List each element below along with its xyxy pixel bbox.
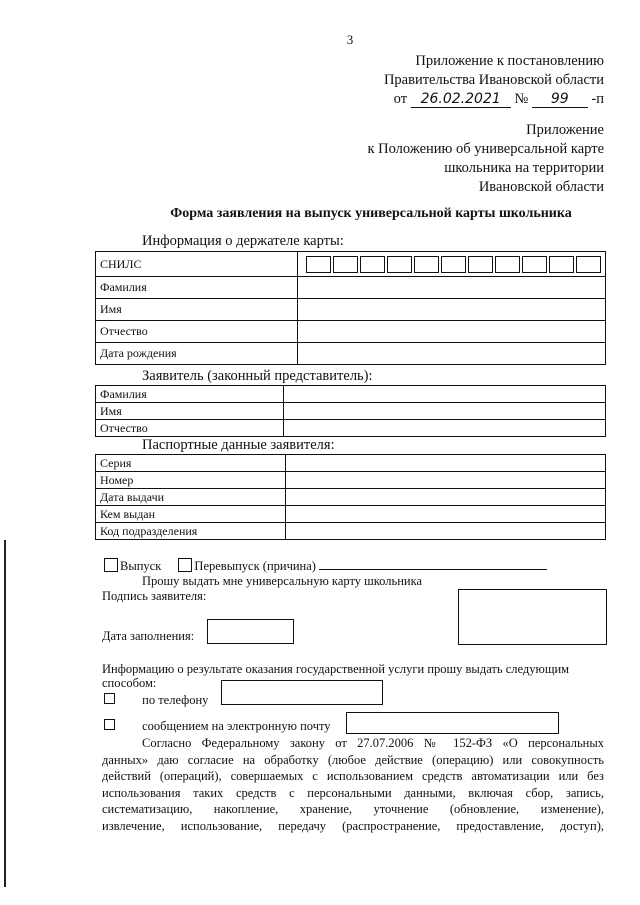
- passport-number-input[interactable]: [286, 472, 606, 489]
- number-suffix: -п: [591, 91, 604, 107]
- holder-label-birthdate: Дата рождения: [96, 343, 298, 365]
- holder-section-heading: Информация о держателе карты:: [142, 233, 344, 249]
- resolution-date-line: [384, 90, 604, 109]
- applicant-surname-input[interactable]: [284, 386, 606, 403]
- passport-table: [95, 454, 606, 540]
- passport-row-series: [96, 455, 606, 472]
- passport-division-code-input[interactable]: [286, 523, 606, 540]
- holder-table: [95, 251, 606, 365]
- issue-option-row: [104, 558, 547, 574]
- signature-box[interactable]: [458, 589, 607, 645]
- email-input[interactable]: [346, 712, 559, 734]
- snils-input[interactable]: [298, 252, 606, 277]
- holder-row-birthdate: [96, 343, 606, 365]
- phone-option: [104, 693, 208, 708]
- appendix-line2: к Положению об универсальной карте: [367, 141, 604, 157]
- appendix-header: [367, 121, 604, 197]
- email-option: [104, 719, 331, 734]
- number-prefix: №: [514, 91, 529, 107]
- passport-issued-by-input[interactable]: [286, 506, 606, 523]
- appendix-line4: Ивановской области: [478, 179, 604, 195]
- holder-name-input[interactable]: [298, 299, 606, 321]
- consent-line: систематизацию, накопление, хранение, уточнение (обновление, изменение),: [102, 802, 604, 816]
- passport-label-division-code: Код подразделения: [96, 523, 286, 540]
- signature-label: Подпись заявителя:: [102, 589, 207, 603]
- holder-patronymic-input[interactable]: [298, 321, 606, 343]
- appendix-line1: Приложение: [526, 122, 604, 138]
- appendix-line3: школьника на территории: [444, 160, 604, 176]
- email-checkbox[interactable]: [104, 719, 115, 730]
- result-info-line2: способом:: [102, 676, 157, 690]
- snils-digit-boxes[interactable]: [306, 256, 605, 273]
- applicant-row-name: [96, 403, 606, 420]
- consent-line: извлечение, использование, передачу (распространение, предоставление, доступ),: [102, 818, 604, 833]
- reissue-reason-field[interactable]: [319, 559, 547, 570]
- applicant-label-patronymic: Отчество: [96, 420, 284, 437]
- passport-row-number: [96, 472, 606, 489]
- passport-section-heading: Паспортные данные заявителя:: [142, 437, 335, 453]
- holder-surname-input[interactable]: [298, 277, 606, 299]
- holder-label-surname: Фамилия: [96, 277, 298, 299]
- applicant-patronymic-input[interactable]: [284, 420, 606, 437]
- page-number: 3: [346, 32, 354, 47]
- reissue-checkbox[interactable]: [178, 558, 192, 572]
- passport-row-issued-by: [96, 506, 606, 523]
- applicant-section-heading: Заявитель (законный представитель):: [142, 368, 373, 384]
- email-label: сообщением на электронную почту: [142, 719, 331, 733]
- passport-label-number: Номер: [96, 472, 286, 489]
- request-text: Прошу выдать мне универсальную карту школьника: [142, 574, 423, 588]
- holder-label-name: Имя: [96, 299, 298, 321]
- holder-row-snils: [96, 252, 606, 277]
- passport-row-issue-date: [96, 489, 606, 506]
- resolution-header-line2: Правительства Ивановской области: [383, 72, 604, 88]
- holder-row-patronymic: [96, 321, 606, 343]
- applicant-name-input[interactable]: [284, 403, 606, 420]
- holder-label-snils: СНИЛС: [96, 252, 298, 277]
- resolution-header-line1: Приложение к постановлению: [415, 53, 604, 69]
- phone-label: по телефону: [142, 693, 209, 707]
- passport-issue-date-input[interactable]: [286, 489, 606, 506]
- passport-label-series: Серия: [96, 455, 286, 472]
- phone-input[interactable]: [221, 680, 383, 705]
- holder-row-surname: [96, 277, 606, 299]
- holder-label-patronymic: Отчество: [96, 321, 298, 343]
- consent-line: использования таких средств с персональными данными, включая сбор, запись,: [102, 785, 604, 800]
- consent-line: действий (операций), совершаемых с использованием средств автоматизации или без: [102, 769, 604, 783]
- date-prefix: от: [393, 91, 408, 107]
- applicant-label-surname: Фамилия: [96, 386, 284, 403]
- passport-label-issued-by: Кем выдан: [96, 506, 286, 523]
- resolution-date: 26.02.2021: [411, 92, 511, 108]
- date-filled-input[interactable]: [207, 619, 294, 644]
- issue-checkbox[interactable]: [104, 558, 118, 572]
- reissue-label: Перевыпуск (причина): [194, 559, 316, 573]
- holder-birthdate-input[interactable]: [298, 343, 606, 365]
- applicant-row-patronymic: [96, 420, 606, 437]
- resolution-header: [384, 52, 604, 109]
- applicant-label-name: Имя: [96, 403, 284, 420]
- issue-label: Выпуск: [120, 559, 162, 573]
- form-title: Форма заявления на выпуск универсальной карты школьника: [170, 206, 572, 221]
- scan-margin-line: [4, 540, 6, 887]
- consent-line: Согласно Федеральному закону от 27.07.2006 № 152-ФЗ «О персональных: [142, 736, 604, 750]
- phone-checkbox[interactable]: [104, 693, 115, 704]
- consent-line: данных» даю согласие на обработку (любое действие (операцию) или совокупность: [102, 752, 604, 767]
- result-info-line1: Информацию о результате оказания государственной услуги прошу выдать следующим: [102, 662, 570, 676]
- passport-row-division-code: [96, 523, 606, 540]
- passport-label-issue-date: Дата выдачи: [96, 489, 286, 506]
- resolution-number: 99: [532, 92, 588, 108]
- applicant-row-surname: [96, 386, 606, 403]
- applicant-table: [95, 385, 606, 437]
- holder-row-name: [96, 299, 606, 321]
- passport-series-input[interactable]: [286, 455, 606, 472]
- date-filled-label: Дата заполнения:: [102, 629, 195, 643]
- consent-paragraph: [102, 735, 604, 834]
